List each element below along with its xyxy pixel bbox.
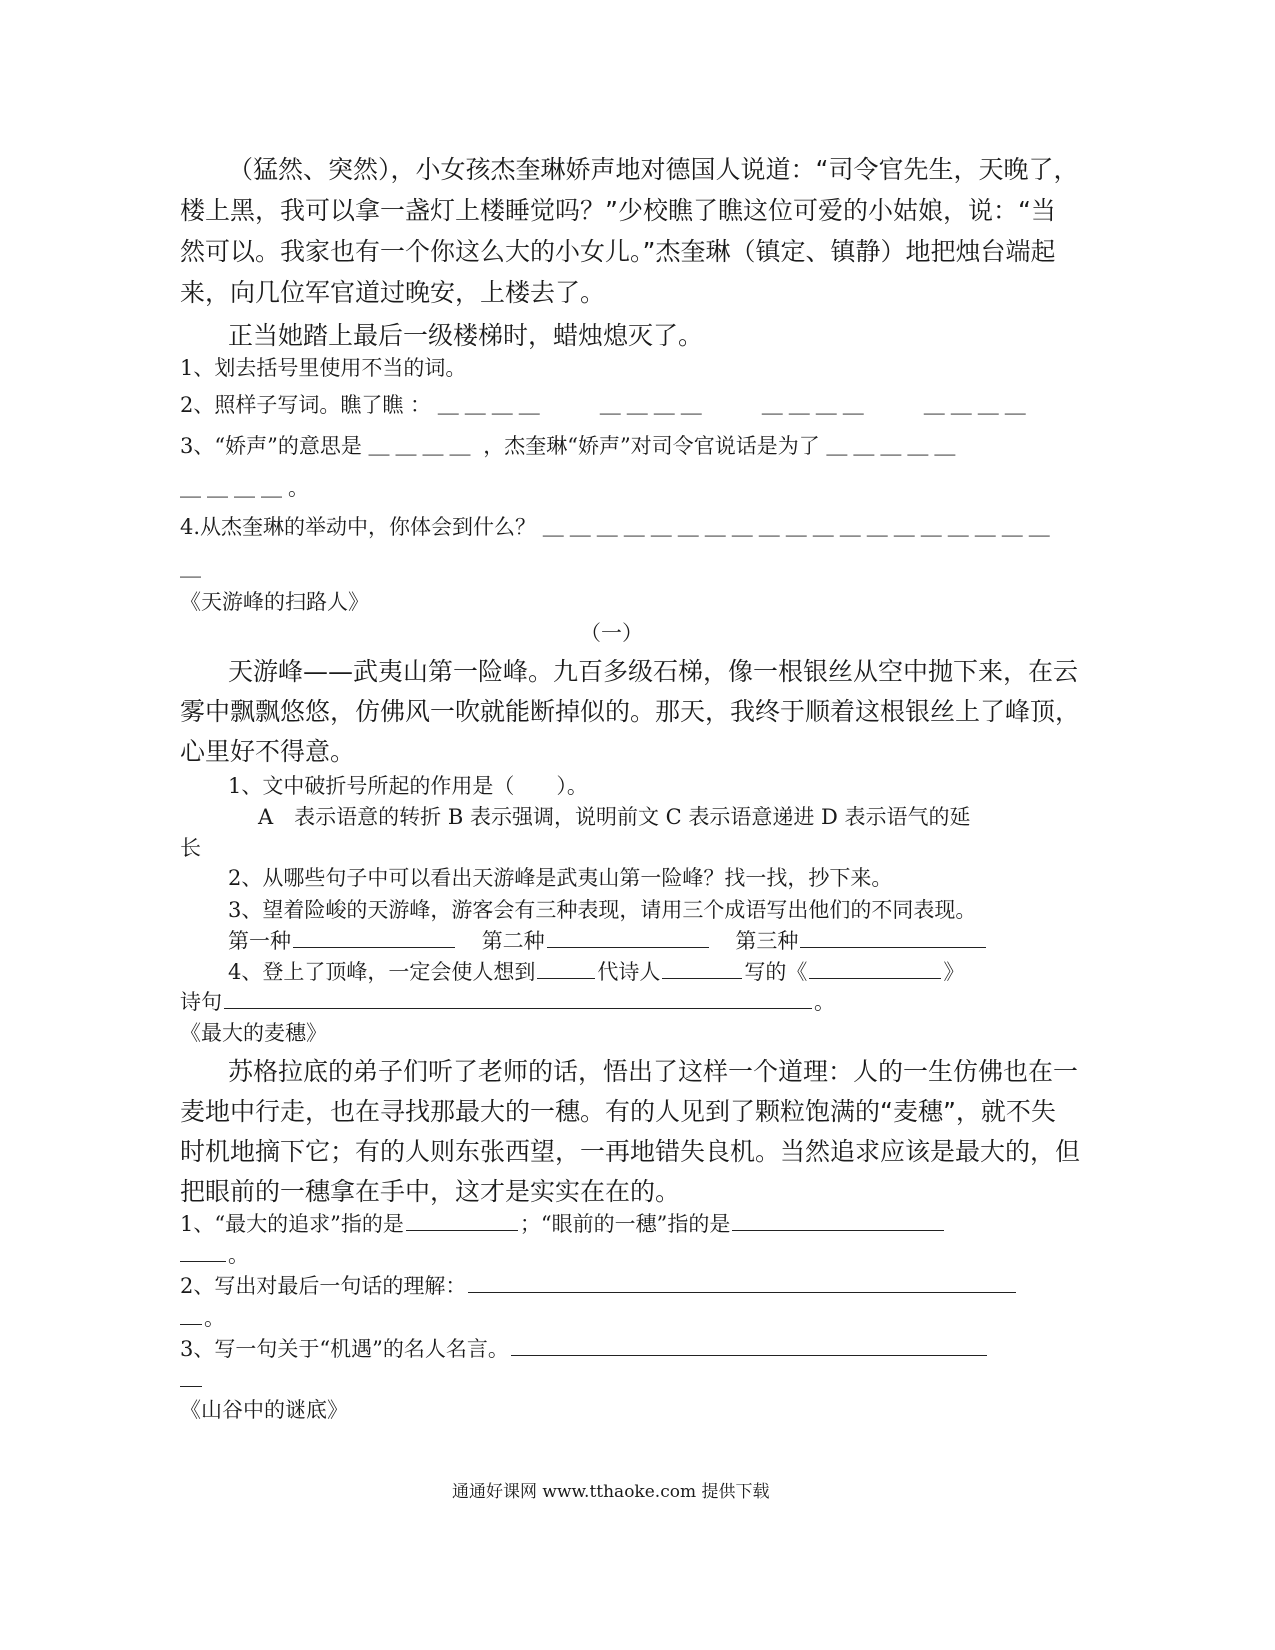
- answer-blank[interactable]: [662, 956, 742, 979]
- question-text: 》: [943, 960, 965, 984]
- section-title: 《山谷中的谜底》: [180, 1398, 348, 1422]
- answer-blank[interactable]: [224, 986, 812, 1009]
- question-text: 2、照样子写词。瞧了瞧 ：: [180, 393, 432, 417]
- question-text: 3、写一句关于“机遇”的名人名言。: [180, 1337, 509, 1361]
- answer-blank[interactable]: [547, 925, 709, 948]
- answer-blank[interactable]: [180, 1364, 202, 1387]
- page-footer: 通通好课网 www.tthaoke.com 提供下载: [452, 1482, 770, 1502]
- question-2: 2、从哪些句子中可以看出天游峰是武夷山第一险峰？找一找，抄下来。: [228, 866, 893, 890]
- passage-line: 来，向几位军官道过晚安，上楼去了。: [180, 278, 606, 307]
- question-4-line2: [180, 986, 835, 1016]
- answer-blank[interactable]: ＿＿＿＿＿＿＿＿＿＿＿＿＿＿＿＿＿＿＿: [542, 515, 1056, 539]
- question-2: [180, 1270, 1018, 1300]
- section-subtitle: （一）: [580, 621, 643, 645]
- question-text: 4、登上了顶峰，一定会使人想到: [228, 960, 536, 984]
- answer-blank[interactable]: [511, 1333, 987, 1356]
- passage-line: 心里好不得意。: [180, 737, 356, 766]
- question-text: 1、“最大的追求”指的是: [180, 1212, 404, 1236]
- question-1: 1、划去括号里使用不当的词。: [180, 356, 467, 380]
- question-1-tail: [180, 1239, 249, 1269]
- question-3: 3、望着险峻的天游峰，游客会有三种表现，请用三个成语写出他们的不同表现。: [228, 898, 977, 922]
- answer-blank[interactable]: [180, 1239, 226, 1262]
- passage-line: 正当她踏上最后一级楼梯时，蜡烛熄灭了。: [228, 321, 704, 350]
- answer-label: 第一种: [228, 929, 291, 953]
- question-options: A 表示语意的转折 B 表示强调，说明前文 C 表示语意递进 D 表示语气的延: [258, 805, 971, 829]
- question-text: 3、“娇声”的意思是: [180, 434, 362, 458]
- question-3: [180, 430, 961, 460]
- answer-blank[interactable]: [468, 1270, 1016, 1293]
- question-text: 诗句: [180, 990, 222, 1014]
- answer-blank[interactable]: [800, 925, 986, 948]
- answer-blank[interactable]: [406, 1208, 518, 1231]
- question-text: ，杰奎琳“娇声”对司令官说话是为了: [483, 434, 820, 458]
- question-3-answers: [228, 925, 988, 955]
- answer-label: 第三种: [735, 929, 799, 953]
- passage-line: 把眼前的一穗拿在手中，这才是实实在在的。: [180, 1177, 681, 1206]
- answer-blank[interactable]: ＿＿＿＿: [368, 434, 477, 458]
- answer-blank[interactable]: ＿＿＿＿＿: [826, 434, 962, 458]
- question-text: 代诗人: [597, 960, 661, 984]
- answer-blank[interactable]: [732, 1208, 944, 1231]
- answer-blank-continued[interactable]: ＿＿＿＿。: [180, 476, 315, 500]
- answer-blank-tail[interactable]: ＿: [180, 556, 201, 580]
- question-4: [180, 511, 1056, 541]
- question-text: 。: [204, 1306, 225, 1330]
- question-1: [180, 1208, 946, 1238]
- question-4: [228, 956, 964, 986]
- passage-line: 然可以。我家也有一个你这么大的小女儿。”杰奎琳（镇定、镇静）地把烛台端起: [180, 237, 1056, 266]
- question-2-tail: [180, 1302, 225, 1332]
- question-text: ；“眼前的一穗”指的是: [519, 1212, 731, 1236]
- section-title: 《最大的麦穗》: [180, 1021, 327, 1045]
- question-3: [180, 1333, 989, 1363]
- passage-line: （猛然、突然），小女孩杰奎琳娇声地对德国人说道：“司令官先生，天晚了，: [228, 155, 1079, 184]
- answer-blank[interactable]: [293, 925, 455, 948]
- answer-blank[interactable]: [809, 956, 941, 979]
- question-1: 1、文中破折号所起的作用是（ ）。: [228, 774, 588, 798]
- passage-line: 楼上黑，我可以拿一盏灯上楼睡觉吗？”少校瞧了瞧这位可爱的小姑娘，说：“当: [180, 196, 1056, 225]
- answer-blank[interactable]: [537, 956, 595, 979]
- passage-line: 时机地摘下它；有的人则东张西望，一再地错失良机。当然追求应该是最大的，但: [180, 1137, 1081, 1166]
- answer-blanks[interactable]: ＿＿＿＿ ＿＿＿＿ ＿＿＿＿ ＿＿＿＿: [437, 393, 1032, 417]
- passage-line: 天游峰——武夷山第一险峰。九百多级石梯，像一根银丝从空中抛下来，在云: [228, 657, 1079, 686]
- answer-blank[interactable]: [180, 1302, 202, 1325]
- answer-label: 第二种: [481, 929, 545, 953]
- question-text: 写的《: [744, 960, 808, 984]
- question-text: 2、写出对最后一句话的理解：: [180, 1274, 467, 1298]
- question-text: 。: [228, 1243, 249, 1267]
- section-title: 《天游峰的扫路人》: [180, 590, 369, 614]
- passage-line: 雾中飘飘悠悠，仿佛风一吹就能断掉似的。那天，我终于顺着这根银丝上了峰顶，: [180, 697, 1081, 726]
- question-3-tail: [180, 1364, 204, 1392]
- passage-line: 麦地中行走，也在寻找那最大的一穗。有的人见到了颗粒饱满的“麦穗”，就不失: [180, 1097, 1056, 1126]
- question-2: [180, 389, 1032, 419]
- question-options-tail: 长: [180, 836, 201, 860]
- question-text: 4.从杰奎琳的举动中，你体会到什么？: [180, 515, 537, 539]
- passage-line: 苏格拉底的弟子们听了老师的话，悟出了这样一个道理：人的一生仿佛也在一: [228, 1057, 1079, 1086]
- question-text: 。: [814, 990, 835, 1014]
